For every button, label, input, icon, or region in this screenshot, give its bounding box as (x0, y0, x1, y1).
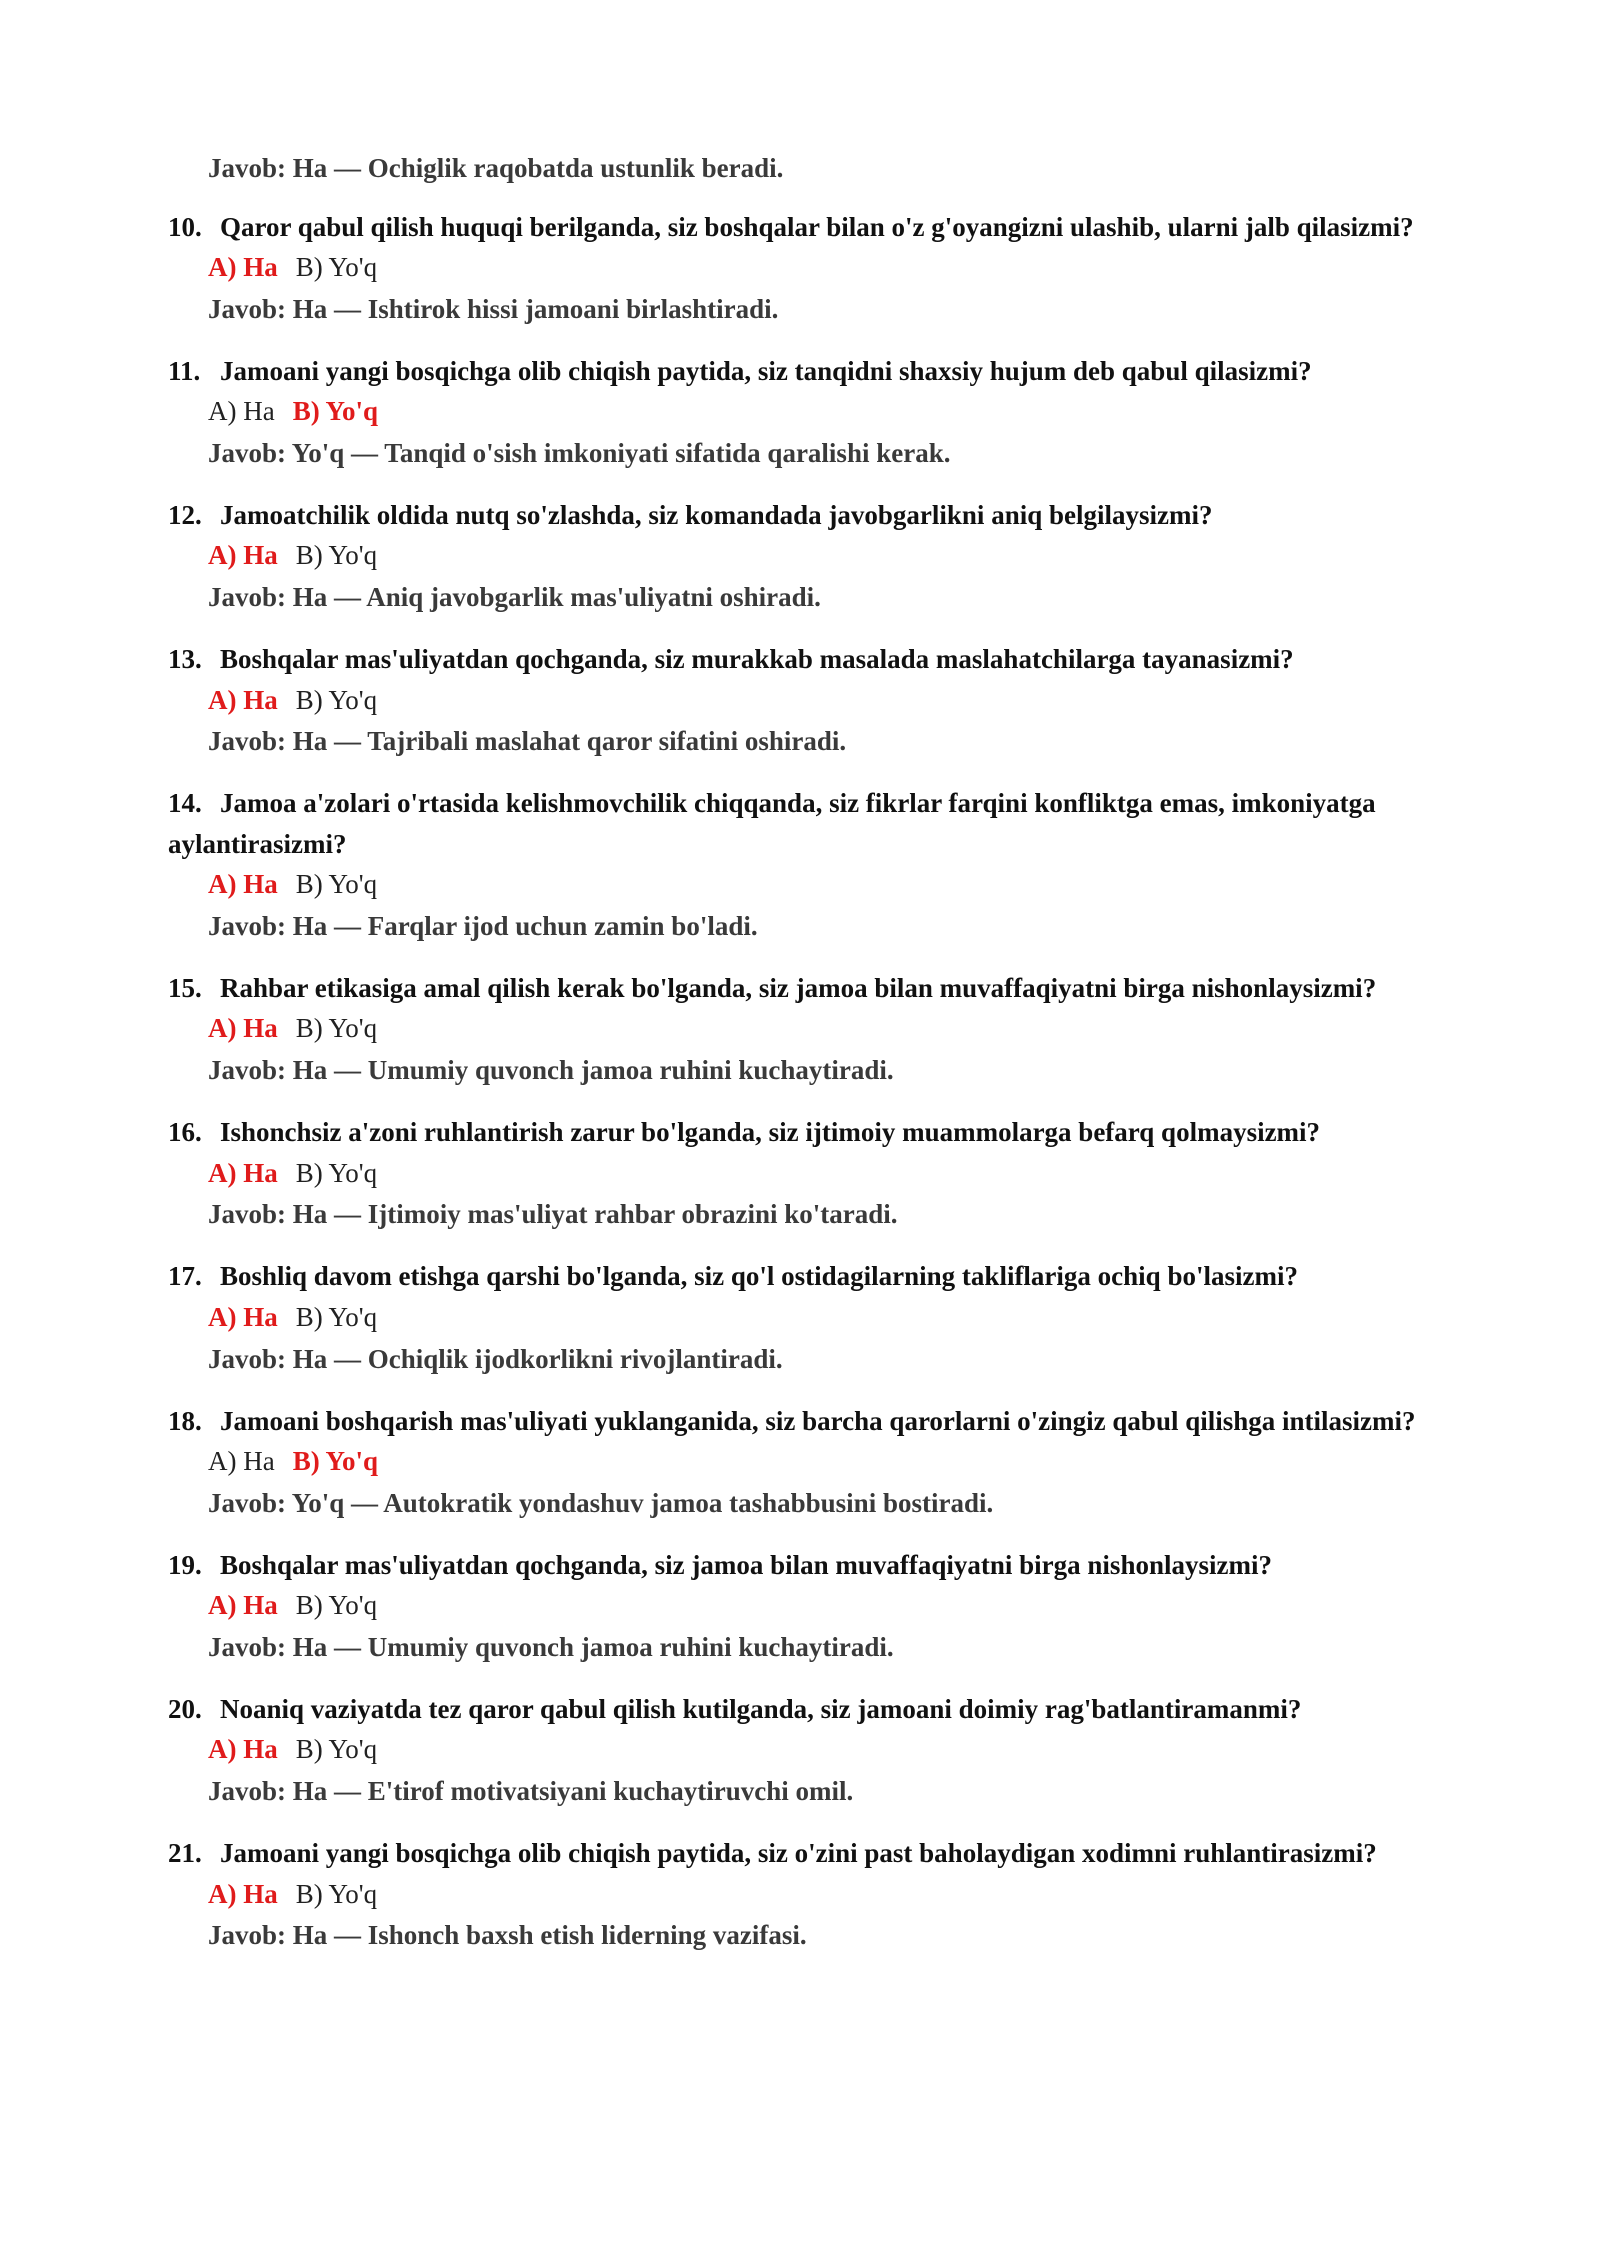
option-b: B) Yo'q (295, 1157, 378, 1188)
answer-line: Javob: Ha — Ijtimoiy mas'uliyat rahbar obrazini ko'taradi. (208, 1199, 898, 1230)
question-number: 11. (168, 355, 201, 386)
answer-options (208, 864, 1468, 906)
answer-line: Javob: Ha — Ochiqlik ijodkorlikni rivojlantiradi. (208, 1343, 783, 1374)
option-b: B) Yo'q (295, 540, 378, 571)
option-b: B) Yo'q (295, 684, 378, 715)
option-a: A) Ha (208, 1590, 278, 1621)
answer-line: Javob: Ha — Umumiy quvonch jamoa ruhini kuchaytiradi. (208, 1632, 894, 1663)
question-number: 13. (168, 644, 202, 675)
question-block (168, 1689, 1468, 1813)
answer-options (208, 391, 1468, 433)
answer-line: Javob: Ha — Ochiglik raqobatda ustunlik beradi. (208, 153, 784, 183)
question-number: 21. (168, 1838, 202, 1869)
option-a: A) Ha (208, 684, 278, 715)
option-b: B) Yo'q (292, 396, 379, 427)
option-a: A) Ha (208, 396, 275, 427)
question-text (168, 1401, 1468, 1442)
question-text (168, 968, 1468, 1009)
question-label: Jamoa a'zolari o'rtasida kelishmovchilik chiqqanda, siz fikrlar farqini konfliktga emas, imkoniyatga aylantirasizmi? (168, 788, 1376, 859)
answer-line: Javob: Ha — Ishonch baxsh etish liderning vazifasi. (208, 1920, 807, 1951)
question-text (168, 783, 1468, 864)
question-block (168, 1545, 1468, 1669)
answer-line: Javob: Ha — Ishtirok hissi jamoani birlashtiradi. (208, 293, 779, 324)
option-a: A) Ha (208, 1301, 278, 1332)
answer-options (208, 1297, 1468, 1339)
question-block (168, 351, 1468, 475)
answer-options (208, 535, 1468, 577)
question-block (168, 968, 1468, 1092)
answer-options (208, 1874, 1468, 1916)
question-label: Boshliq davom etishga qarshi bo'lganda, siz qo'l ostidagilarning takliflariga ochiq bo'lasizmi? (220, 1261, 1298, 1292)
answer-line: Javob: Yo'q — Tanqid o'sish imkoniyati sifatida qaralishi kerak. (208, 438, 951, 469)
answer-options (208, 247, 1468, 289)
question-text (168, 1112, 1468, 1153)
option-a: A) Ha (208, 1013, 278, 1044)
question-label: Rahbar etikasiga amal qilish kerak bo'lganda, siz jamoa bilan muvaffaqiyatni birga nishonlaysizmi? (220, 972, 1377, 1003)
question-block (168, 207, 1468, 331)
question-block (168, 783, 1468, 948)
answer-options (208, 680, 1468, 722)
answer-line: Javob: Ha — Farqlar ijod uchun zamin bo'ladi. (208, 911, 758, 942)
question-number: 12. (168, 499, 202, 530)
question-number: 10. (168, 211, 202, 242)
answer-options (208, 1585, 1468, 1627)
question-number: 15. (168, 972, 202, 1003)
option-b: B) Yo'q (292, 1446, 379, 1476)
question-text (168, 495, 1468, 536)
question-block (168, 1401, 1468, 1525)
question-number: 20. (168, 1693, 202, 1724)
question-number: 19. (168, 1549, 202, 1580)
option-a: A) Ha (208, 1446, 275, 1476)
answer-options (208, 1153, 1468, 1195)
answer-options (208, 1008, 1468, 1050)
question-list (168, 207, 1468, 1958)
question-label: Jamoani yangi bosqichga olib chiqish paytida, siz o'zini past baholaydigan xodimni ruhlantirasizmi? (220, 1838, 1377, 1869)
question-label: Jamoani yangi bosqichga olib chiqish paytida, siz tanqidni shaxsiy hujum deb qabul qilasizmi? (220, 355, 1312, 386)
question-block (168, 1833, 1468, 1957)
question-label: Qaror qabul qilish huquqi berilganda, siz boshqalar bilan o'z g'oyangizni ulashib, ularni jalb qilasizmi? (220, 211, 1414, 242)
question-text (168, 1689, 1468, 1730)
question-text (168, 639, 1468, 680)
answer-options (208, 1729, 1468, 1771)
option-a: A) Ha (208, 1734, 278, 1765)
option-b: B) Yo'q (295, 869, 378, 900)
question-label: Jamoani boshqarish mas'uliyati yuklanganida, siz barcha qarorlarni o'zingiz qabul qilishga intilasizmi? (220, 1405, 1416, 1436)
answer-line: Javob: Ha — E'tirof motivatsiyani kuchaytiruvchi omil. (208, 1776, 854, 1807)
question-number: 14. (168, 788, 202, 819)
question-text (168, 207, 1468, 248)
option-a: A) Ha (208, 869, 278, 900)
option-b: B) Yo'q (295, 1590, 378, 1621)
answer-options (208, 1441, 1468, 1483)
question-number: 18. (168, 1405, 202, 1436)
option-b: B) Yo'q (295, 1013, 378, 1044)
question-block (168, 639, 1468, 763)
option-b: B) Yo'q (295, 1301, 378, 1332)
question-text (168, 1545, 1468, 1586)
question-text (168, 351, 1468, 392)
answer-line: Javob: Ha — Tajribali maslahat qaror sifatini oshiradi. (208, 726, 847, 757)
option-a: A) Ha (208, 1157, 278, 1188)
question-text (168, 1833, 1468, 1874)
question-number: 16. (168, 1117, 202, 1148)
option-b: B) Yo'q (295, 1734, 378, 1765)
option-b: B) Yo'q (295, 252, 378, 282)
option-b: B) Yo'q (295, 1878, 378, 1909)
option-a: A) Ha (208, 1878, 278, 1909)
answer-line: Javob: Ha — Aniq javobgarlik mas'uliyatni oshiradi. (208, 582, 821, 613)
question-label: Boshqalar mas'uliyatdan qochganda, siz jamoa bilan muvaffaqiyatni birga nishonlaysizmi? (220, 1549, 1272, 1580)
question-label: Noaniq vaziyatda tez qaror qabul qilish kutilganda, siz jamoani doimiy rag'batlantiramanmi? (220, 1693, 1302, 1724)
question-label: Jamoatchilik oldida nutq so'zlashda, siz komandada javobgarlikni aniq belgilaysizmi? (220, 499, 1213, 530)
answer-line: Javob: Ha — Umumiy quvonch jamoa ruhini kuchaytiradi. (208, 1055, 894, 1086)
answer-line: Javob: Yo'q — Autokratik yondashuv jamoa tashabbusini bostiradi. (208, 1487, 994, 1518)
question-label: Boshqalar mas'uliyatdan qochganda, siz murakkab masalada maslahatchilarga tayanasizmi? (220, 644, 1294, 675)
question-block (168, 495, 1468, 619)
question-label: Ishonchsiz a'zoni ruhlantirish zarur bo'lganda, siz ijtimoiy muammolarga befarq qolmaysizmi? (220, 1117, 1321, 1148)
question-block (168, 1112, 1468, 1236)
option-a: A) Ha (208, 540, 278, 571)
question-number: 17. (168, 1261, 202, 1292)
question-text (168, 1256, 1468, 1297)
question-block (168, 1256, 1468, 1380)
document-page (168, 148, 1468, 1977)
option-a: A) Ha (208, 252, 278, 282)
